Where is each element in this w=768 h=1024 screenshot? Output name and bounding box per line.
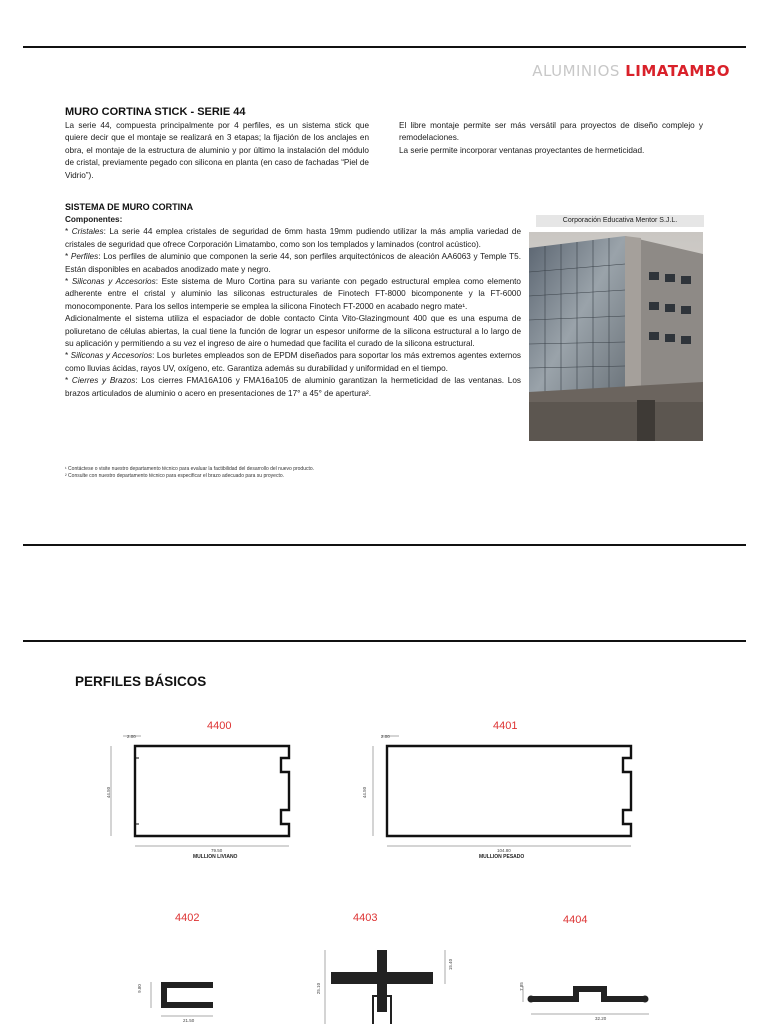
profile-code: 4403	[353, 912, 378, 924]
item-label: Cristales	[71, 227, 104, 237]
dimension-label: 15.40	[448, 958, 454, 971]
additional-paragraph: Adicionalmente el sistema utiliza el espaciador de doble contacto Cinta Vito-Glazingmount 400 que es una espuma de poliuretano de células abiertas, la cual tiene la función de lograr un espesor uniforme de la silicona estructural a lo largo de su aplicación y permitiendo a su vez el ingreso de aire o humedad que facilita el curado de la silicona estructural.	[65, 314, 521, 349]
component-item: * Cristales: La serie 44 emplea cristales de seguridad de 6mm hasta 19mm pudiendo utilizar la más amplia variedad de cristales de seguridad que ofrece Corporación Limatambo, como son los templados y laminados (control acústico).	[65, 227, 522, 249]
dimension-label: 79.50	[211, 848, 223, 853]
item-text: : Los perfiles de aluminio que componen la serie 44, son perfiles arquitectónicos de aleación AA6063 y Temple T5. Están disponibles en acabados anodizado mate y negro.	[65, 252, 521, 274]
profile-code: 4401	[493, 720, 518, 732]
item-label: Cierres y Brazos	[71, 376, 136, 386]
item-label: Perfiles	[70, 252, 99, 262]
dimension-label: 25.10	[316, 982, 322, 995]
page-title: PERFILES BÁSICOS	[75, 674, 207, 689]
component-item: * Siliconas y Accesorios: Este sistema de Muro Cortina para su variante con pegado estructural emplea como elemento adherente entre el cristal y aluminio las siliconas estructurales de Finotech FT-8000 bicomponente y la FT-6000 monocomponente. Para los sellos intemperie se emplea la silicona Finotech FT-2000 en acabado negro mate¹.	[65, 277, 521, 311]
dimension-label: 9.80	[136, 984, 142, 993]
dimension-label: 44.50	[362, 786, 368, 799]
dimension-label: 7.85	[518, 982, 524, 991]
profile-name: MULLION PESADO	[479, 854, 525, 860]
footnotes	[65, 466, 485, 480]
component-item: * Cierres y Brazos: Los cierres FMA16A106 y FMA16a105 de aluminio garantizan la hermeticidad de las ventanas. Los brazos articulados de aluminio o acero en presentaciones de 17° a 45° de apertura².	[65, 376, 521, 398]
dimension-label: 104.80	[497, 848, 511, 853]
item-text: : Los cierres FMA16A106 y FMA16a105 de aluminio garantizan la hermeticidad de las ventanas. Los brazos articulados de aluminio o acero en presentaciones de 17° a 45° de apertura².	[65, 376, 521, 398]
component-item: * Siliconas y Accesorios: Los burletes empleados son de EPDM diseñados para soportar los más extremos agentes externos como lluvias ácidas, rayos UV, oxígeno, etc. Garantiza además su durabilidad y uniformidad en el tiempo.	[65, 351, 521, 373]
photo-caption: Corporación Educativa Mentor S.J.L.	[536, 215, 704, 227]
profile-drawing-4402	[143, 968, 253, 1024]
components-label: Componentes:	[65, 215, 123, 224]
item-text: : Este sistema de Muro Cortina para su variante con pegado estructural emplea como elemento adherente entre el cristal y aluminio las siliconas estructurales de Finotech FT-8000 bicomponente y la FT-6000 monocomponente. Para los sellos intemperie se emplea la silicona Finotech FT-2000 en acabado negro mate¹.	[65, 277, 521, 311]
profile-name: MULLION LIVIANO	[193, 854, 238, 860]
item-text: : La serie 44 emplea cristales de seguridad de 6mm hasta 19mm pudiendo utilizar la más amplia variedad de cristales de seguridad que ofrece Corporación Limatambo, como son los templados y laminados (control acústico).	[65, 227, 522, 249]
document-page-1	[23, 46, 746, 546]
intro-paragraph-left: La serie 44, compuesta principalmente por 4 perfiles, es un sistema stick que quiere decir que el montaje se realizará en 3 etapas; la fijación de los anclajes en obra, el montaje de la estructura de aluminio y por último la instalación del módulo de cristal, previamente pegado con silicona en planta (en caso de fachadas “Piel de Vidrio”).	[65, 121, 369, 180]
brand-logo: ALUMINIOS LIMATAMBO	[532, 62, 730, 80]
profile-code: 4400	[207, 720, 232, 732]
document-page-2	[23, 640, 746, 1024]
dimension-label: 2.00	[127, 734, 136, 739]
footnote: ² Consulte con nuestro departamento técnico para especificar el brazo adecuado para su proyecto.	[65, 473, 285, 479]
components-body	[65, 214, 521, 400]
page-title: MURO CORTINA STICK - SERIE 44	[65, 106, 246, 118]
dimension-label: 44.50	[106, 786, 112, 799]
item-text: : Los burletes empleados son de EPDM diseñados para soportar los más extremos agentes externos como lluvias ácidas, rayos UV, oxígeno, etc. Garantiza además su durabilidad y uniformidad en el tiempo.	[65, 351, 521, 373]
intro-paragraph-right	[399, 120, 703, 157]
item-label: Siliconas y Accesorios	[71, 277, 156, 287]
intro-right-line: El libre montaje permite ser más versátil para proyectos de diseño complejo y remodelaciones.	[399, 121, 703, 143]
profile-drawing-4400	[99, 728, 339, 858]
intro-right-line: La serie permite incorporar ventanas proyectantes de hermeticidad.	[399, 145, 645, 155]
profile-drawing-4403	[305, 942, 475, 1024]
footnote: ¹ Contáctese o visite nuestro departamento técnico para evaluar la factibilidad del desarrollo del nuevo producto.	[65, 466, 315, 472]
building-photo	[529, 232, 703, 441]
dimension-label: 21.50	[183, 1018, 195, 1023]
profile-drawing-4401	[357, 728, 647, 858]
profile-code: 4404	[563, 914, 588, 926]
component-item: * Perfiles: Los perfiles de aluminio que componen la serie 44, son perfiles arquitectónicos de aleación AA6063 y Temple T5. Están disponibles en acabados anodizado mate y negro.	[65, 252, 521, 274]
dimension-label: 32.20	[595, 1016, 607, 1021]
section-title: SISTEMA DE MURO CORTINA	[65, 202, 194, 212]
item-label: Siliconas y Accesorios	[70, 351, 153, 361]
profile-code: 4402	[175, 912, 200, 924]
dimension-label: 2.00	[381, 734, 390, 739]
